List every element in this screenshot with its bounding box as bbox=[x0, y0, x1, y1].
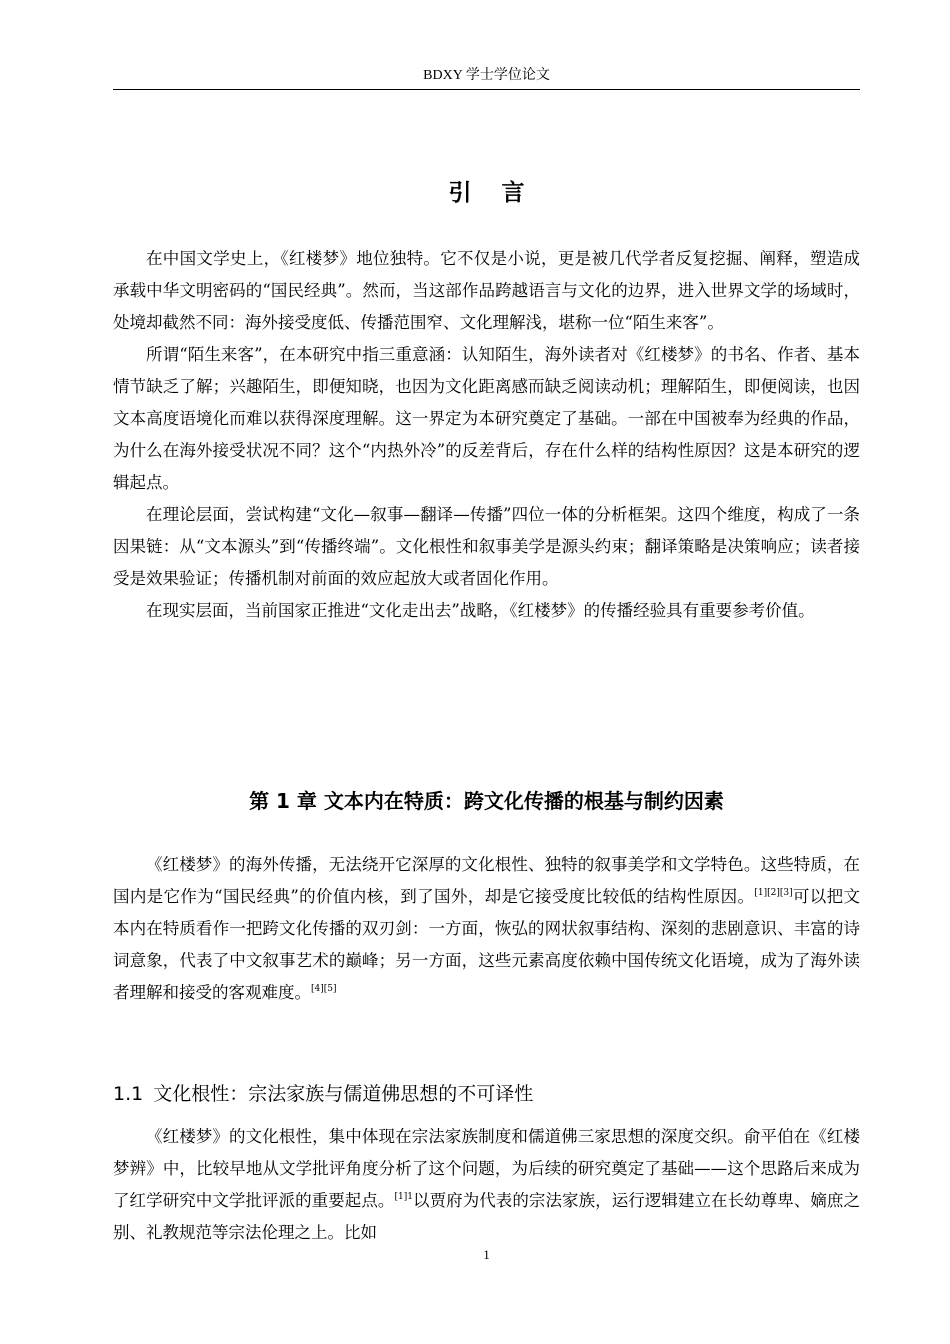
chapter1-paragraph bbox=[113, 849, 860, 1009]
section-paragraph bbox=[113, 1121, 860, 1249]
chapter-title: 第 1 章 文本内在特质：跨文化传播的根基与制约因素 bbox=[249, 789, 724, 813]
intro-paragraph: 在中国文学史上，《红楼梦》地位独特。它不仅是小说，更是被几代学者反复挖掘、阐释，塑造成承载中华文明密码的“国民经典”。然而，当这部作品跨越语言与文化的边界，进入世界文学的场域时，处境却截然不同：海外接受度低、传播范围窄、文化理解浅，堪称一位“陌生来客”。 bbox=[113, 249, 860, 332]
paragraph-text: 以贾府为代表的宗法家族，运行逻辑建立在长幼尊卑、嫡庶之别、礼教规范等宗法伦理之上。比如 bbox=[113, 1191, 861, 1242]
paragraph-text: 《红楼梦》的文化根性，集中体现在宗法家族制度和儒道佛三家思想的深度交织。俞平伯在《红楼梦辨》中，比较早地从文学批评角度分析了这个问题，为后续的研究奠定了基础——这个思路后来成为了红学研究中文学批评派的重要起点。 bbox=[113, 1127, 860, 1210]
citation-ref[interactable]: [1]1 bbox=[394, 1192, 413, 1202]
intro-paragraph: 在现实层面，当前国家正推进“文化走出去”战略，《红楼梦》的传播经验具有重要参考价值。 bbox=[146, 601, 815, 620]
section-title: 文化根性：宗法家族与儒道佛思想的不可译性 bbox=[153, 1083, 534, 1105]
intro-title-right: 言 bbox=[501, 180, 525, 206]
chapter1-body bbox=[113, 849, 860, 1009]
citation-ref[interactable]: [4][5] bbox=[311, 984, 337, 994]
intro-body bbox=[113, 243, 860, 627]
section1-1-body bbox=[113, 1121, 860, 1249]
citation-ref[interactable]: [1][2][3] bbox=[754, 888, 793, 898]
page-number: 1 bbox=[483, 1247, 490, 1262]
section-number: 1.1 bbox=[113, 1083, 144, 1105]
section-heading bbox=[113, 1078, 860, 1110]
paragraph-text: 《红楼梦》的海外传播，无法绕开它深厚的文化根性、独特的叙事美学和文学特色。这些特质，在国内是它作为“国民经典”的价值内核，到了国外，却是它接受度比较低的结构性原因。 bbox=[113, 855, 860, 906]
paragraph-text: 可以把文本内在特质看作一把跨文化传播的双刃剑：一方面，恢弘的网状叙事结构、深刻的悲剧意识、丰富的诗词意象，代表了中文叙事艺术的巅峰；另一方面，这些元素高度依赖中国传统文化语境，成为了海外读者理解和接受的客观难度。 bbox=[113, 887, 861, 1002]
intro-title bbox=[113, 176, 860, 210]
intro-title-left: 引 bbox=[448, 180, 472, 206]
intro-paragraph: 在理论层面，尝试构建“文化—叙事—翻译—传播”四位一体的分析框架。这四个维度，构成了一条因果链：从“文本源头”到“传播终端”。文化根性和叙事美学是源头约束；翻译策略是决策响应；读者接受是效果验证；传播机制对前面的效应起放大或者固化作用。 bbox=[113, 505, 860, 588]
intro-paragraph: 所谓“陌生来客”，在本研究中指三重意涵：认知陌生，海外读者对《红楼梦》的书名、作者、基本情节缺乏了解；兴趣陌生，即便知晓，也因为文化距离感而缺乏阅读动机；理解陌生，即便阅读，也因文本高度语境化而难以获得深度理解。这一界定为本研究奠定了基础。一部在中国被奉为经典的作品，为什么在海外接受状况不同？这个“内热外冷”的反差背后，存在什么样的结构性原因？这是本研究的逻辑起点。 bbox=[113, 345, 860, 492]
running-header: BDXY 学士学位论文 bbox=[113, 66, 860, 90]
